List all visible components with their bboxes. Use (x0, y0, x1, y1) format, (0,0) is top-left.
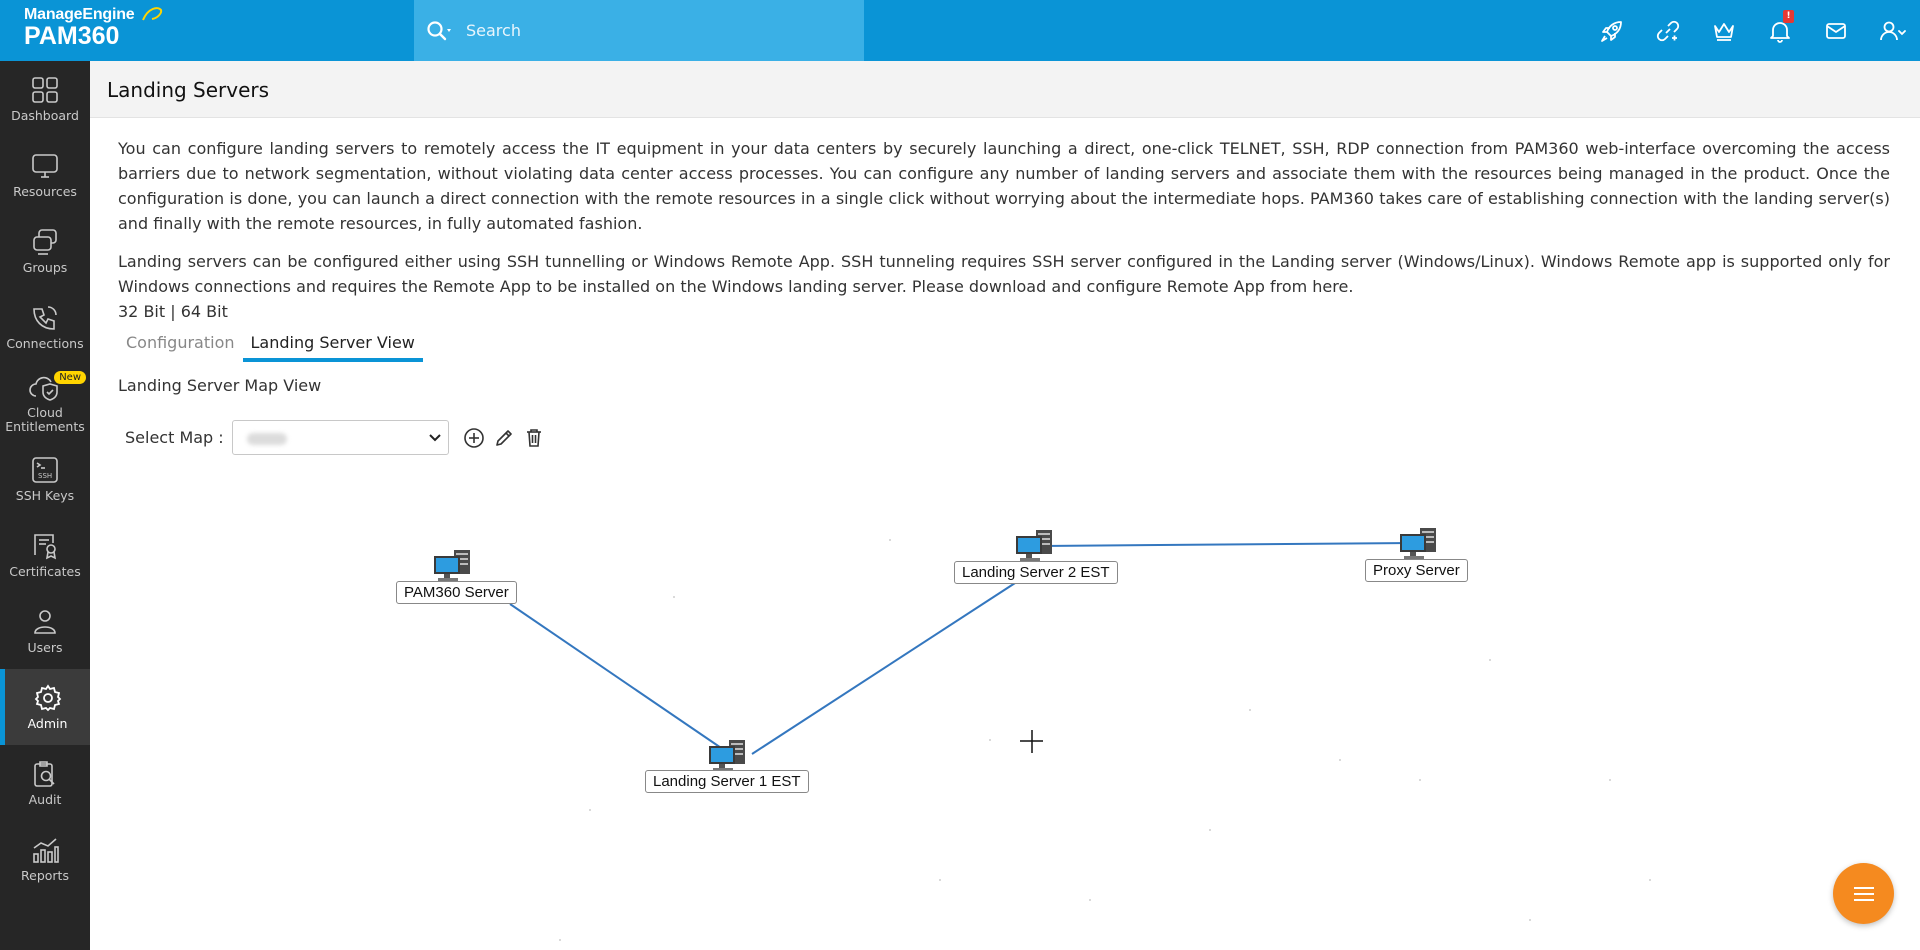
select-map-row (125, 420, 545, 455)
mail-icon[interactable] (1808, 0, 1864, 61)
user-icon (30, 607, 60, 637)
sidebar-item-label: Reports (21, 868, 69, 883)
sidebar (0, 61, 90, 950)
sidebar-item-admin[interactable] (0, 669, 90, 745)
chevron-down-icon (428, 430, 442, 444)
sidebar-item-label: Groups (22, 260, 68, 275)
reports-icon (30, 835, 60, 865)
audit-icon (30, 759, 60, 789)
server-node-icon[interactable] (1398, 526, 1442, 562)
sidebar-item-groups[interactable] (0, 213, 90, 289)
rocket-icon[interactable] (1584, 0, 1640, 61)
app-logo[interactable] (24, 6, 135, 48)
link-icon[interactable] (1640, 0, 1696, 61)
gear-icon (33, 683, 63, 713)
tab-landing-server-view[interactable]: Landing Server View (243, 333, 423, 362)
sidebar-item-users[interactable] (0, 593, 90, 669)
separator: | (165, 302, 181, 321)
sidebar-item-reports[interactable] (0, 821, 90, 897)
crosshair-cursor (1020, 730, 1043, 753)
sidebar-item-cloud-entitlements[interactable] (0, 365, 90, 441)
tab-configuration[interactable]: Configuration (126, 333, 235, 352)
new-badge: New (54, 371, 86, 384)
page-header (90, 61, 1920, 118)
server-node-icon[interactable] (432, 548, 476, 584)
brand-name: ManageEngine (24, 6, 135, 23)
landing-server-map[interactable] (90, 480, 1920, 950)
selected-map-value (247, 433, 287, 445)
sidebar-item-certificates[interactable] (0, 517, 90, 593)
sidebar-item-label: Dashboard (11, 108, 79, 123)
map-node-landing-server-1[interactable]: Landing Server 1 EST (645, 770, 809, 793)
ssh-icon (30, 455, 60, 485)
sidebar-item-ssh-keys[interactable] (0, 441, 90, 517)
map-node-pam360-server[interactable]: PAM360 Server (396, 581, 517, 604)
sidebar-item-dashboard[interactable] (0, 61, 90, 137)
description-paragraph-2: Landing servers can be configured either using SSH tunnelling or Windows Remote App. SSH tunneling requires SSH server configured in the Landing server (Windows/Linux). Windows Remote app is supported only for Windows connections and requires the Remote App to be installed on the Windows landing server. Please download and configure Remote App from here. (118, 252, 1890, 296)
crown-icon[interactable] (1696, 0, 1752, 61)
user-icon[interactable] (1864, 0, 1920, 61)
download-64bit-link[interactable]: 64 Bit (180, 302, 228, 321)
sidebar-item-label: Certificates (9, 564, 81, 579)
page-title: Landing Servers (107, 78, 270, 102)
description-section (118, 136, 1890, 324)
remote-app-downloads (118, 299, 1890, 324)
dashboard-icon (30, 75, 60, 105)
sidebar-item-resources[interactable] (0, 137, 90, 213)
top-icons (1584, 0, 1920, 61)
sidebar-item-label: Resources (13, 184, 77, 199)
connections-icon (30, 303, 60, 333)
sidebar-item-label: Connections (6, 336, 84, 351)
certificate-icon (30, 531, 60, 561)
sidebar-item-label: Cloud Entitlements (5, 405, 85, 434)
map-node-landing-server-2[interactable]: Landing Server 2 EST (954, 561, 1118, 584)
top-bar (0, 0, 1920, 61)
sidebar-item-audit[interactable] (0, 745, 90, 821)
link-landing2-to-proxy (1042, 543, 1411, 546)
description-paragraph-1: You can configure landing servers to remotely access the IT equipment in your data centers by securely launching a direct, one-click TELNET, SSH, RDP connection from PAM360 web-interface overcoming the access barriers due to network segmentation, without violating data center access processes. You can configure any number of landing servers and associate them with the resources being managed in the product. Once the configuration is done, you can launch a direct connection with the remote resources in a single click without worrying about the intermediate hops. PAM360 takes care of establishing connection with the landing server(s) and finally with the remote resources, in fully automated fashion. (118, 139, 1890, 233)
link-pam360-to-landing1 (510, 604, 730, 754)
groups-icon (30, 227, 60, 257)
select-map-dropdown[interactable] (232, 420, 449, 455)
notification-badge: ! (1783, 10, 1794, 23)
product-name: PAM360 (24, 22, 120, 50)
monitor-icon (30, 151, 60, 181)
map-actions (463, 427, 545, 449)
server-node-icon[interactable] (707, 738, 751, 774)
sidebar-item-label: Admin (27, 716, 68, 731)
map-node-proxy-server[interactable]: Proxy Server (1365, 559, 1468, 582)
sidebar-item-label: Users (27, 640, 63, 655)
download-32bit-link[interactable]: 32 Bit (118, 302, 166, 321)
map-links (90, 480, 1920, 950)
search-input[interactable] (466, 21, 826, 40)
search-bar (414, 0, 864, 61)
logo-swoosh-icon (140, 4, 164, 26)
quick-menu-button[interactable] (1833, 863, 1894, 924)
sidebar-item-connections[interactable] (0, 289, 90, 365)
tab-bar (118, 333, 423, 362)
delete-icon[interactable] (523, 427, 545, 449)
server-node-icon[interactable] (1014, 528, 1058, 564)
map-view-title: Landing Server Map View (118, 376, 322, 395)
link-landing1-to-landing2 (752, 572, 1032, 754)
add-icon[interactable] (463, 427, 485, 449)
search-icon[interactable] (426, 20, 460, 42)
hamburger-menu-icon (1852, 884, 1876, 904)
select-map-label: Select Map : (125, 428, 224, 447)
sidebar-item-label: Audit (28, 792, 62, 807)
edit-icon[interactable] (493, 427, 515, 449)
sidebar-item-label: SSH Keys (15, 488, 75, 503)
bell-icon[interactable] (1752, 0, 1808, 61)
svg-text:SSH: SSH (38, 472, 53, 480)
